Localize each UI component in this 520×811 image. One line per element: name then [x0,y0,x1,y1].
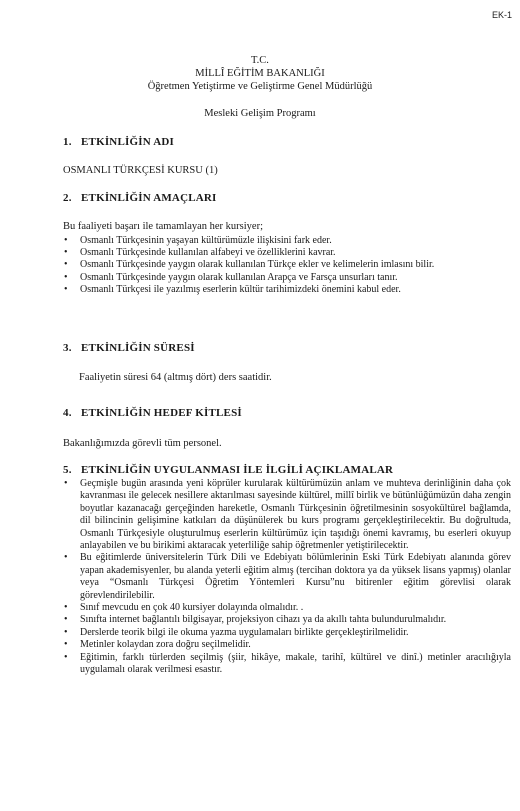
list-item: • Derslerde teorik bilgi ile okuma yazma uygulamaları birlikte gerçekleştirilmelidir. [64,626,409,638]
section-2-heading [63,192,217,204]
section-4-title: ETKİNLİĞİN HEDEF KİTLESİ [81,407,242,419]
header-line-tc: T.C. [251,55,269,66]
bullet-icon: • [64,639,68,651]
bullet-icon: • [64,552,68,564]
section-2-title: ETKİNLİĞİN AMAÇLARI [81,192,217,204]
section-4-number: 4. [63,407,72,419]
section-5-heading [63,464,393,476]
section-3-title: ETKİNLİĞİN SÜRESİ [81,342,195,354]
list-item: • Metinler kolaydan zora doğru seçilmelidir. [64,639,251,651]
notes-list [63,478,511,677]
bullet-icon: • [64,271,68,283]
bullet-icon: • [64,651,68,663]
header-line-directorate: Öğretmen Yetiştirme ve Geliştirme Genel Müdürlüğü [147,81,373,92]
section-5-title: ETKİNLİĞİN UYGULANMASI İLE İLGİLİ AÇIKLAMALAR [81,464,394,476]
list-item: • Osmanlı Türkçesinin yaşayan kültürümüzle ilişkisini fark eder. [64,235,332,246]
section-3-heading [63,342,195,354]
annex-tag: EK-1 [491,10,512,20]
list-item: • Eğitimin, farklı türlerden seçilmiş (şiir, hikâye, makale, tarihî, kültürel ve dinî.) metinler aracılığıyla uygulamalı olarak verilmesi esastır. [64,651,511,676]
aims-list [63,235,511,296]
list-item: • Osmanlı Türkçesinde yaygın olarak kullanılan Türkçe ekler ve kelimelerin imlasını bilir. [64,259,435,271]
section-1-heading [63,136,174,148]
duration-text: Faaliyetin süresi 64 (altmış dört) ders saatidir. [79,372,272,383]
list-item: • Sınıf mevcudu en çok 40 kursiyer dolayında olmalıdır. . [64,602,304,614]
bullet-icon: • [64,247,68,259]
bullet-icon: • [64,283,68,295]
header-line-ministry: MİLLÎ EĞİTİM BAKANLIĞI [195,68,325,79]
section-2-number: 2. [63,192,72,204]
section-3-number: 3. [63,342,72,354]
list-item: • Sınıfta internet bağlantılı bilgisayar, projeksiyon cihazı ya da akıllı tahta bulundurulmalıdır. [64,614,447,626]
bullet-icon: • [64,626,68,638]
bullet-icon: • [64,235,68,246]
list-item: • Bu eğitimlerde üniversitelerin Türk Dili ve Edebiyatı bölümlerinin Eski Türk Edebiyatı alanında görev yapan akademisyenler, bu alanda yeterli eğitim almış (tercihan doktora ya da yüksek lisans yapmış) olanlar veya “Osmanlı Türkçesi Öğretim Yöntemleri Kursu”nu bitirenler eğitim görevlisi olarak görevlendirilebilir. [64,552,511,601]
section-5-number: 5. [63,464,72,476]
course-name: OSMANLI TÜRKÇESİ KURSU (1) [63,165,218,176]
list-item: • Osmanlı Türkçesi ile yazılmış eserlerin kültür tarihimizdeki önemini kabul eder. [64,283,401,295]
list-item: • Osmanlı Türkçesinde kullanılan alfabeyi ve özelliklerini kavrar. [64,247,336,259]
list-item: • Geçmişle bugün arasında yeni köprüler kurularak kültürümüzün anlam ve muhteva derinliğinin daha çok kavranması ile gelecek nesillere aktarılması sayesinde kültürel, millî birlik ve bütünlüğümüzün daha zengin boyutlar kazanacağı gerçeğinden hareketle, Osmanlı Türkçesinin öğretilmesinin sosyokültürel bağlamda, dil bilincinin gelişimine katkıları da düşünülerek bu kurs programı gerçekleştirilecektir. Bu doğrultuda, Osmanlı Türkçesiyle oluşturulmuş eserlerin kültürümüz için taşıdığı önemi kavramış, bu eserleri okuyup anlayabilen ve bu birikimi aktaracak yeterliliğe sahip öğretmenler yetiştirilecektir. [64,478,511,552]
bullet-icon: • [64,478,68,489]
bullet-icon: • [64,259,68,271]
aims-intro: Bu faaliyeti başarı ile tamamlayan her kursiyer; [63,221,264,232]
list-item: • Osmanlı Türkçesinde yaygın olarak kullanılan Arapça ve Farsça unsurları tanır. [64,271,398,283]
section-1-title: ETKİNLİĞİN ADI [81,136,174,148]
section-1-number: 1. [63,136,72,148]
section-4-heading [63,407,242,419]
bullet-icon: • [64,602,68,614]
bullet-icon: • [64,614,68,626]
audience-text: Bakanlığımızda görevli tüm personel. [63,438,222,449]
header-line-program: Mesleki Gelişim Programı [204,108,316,119]
